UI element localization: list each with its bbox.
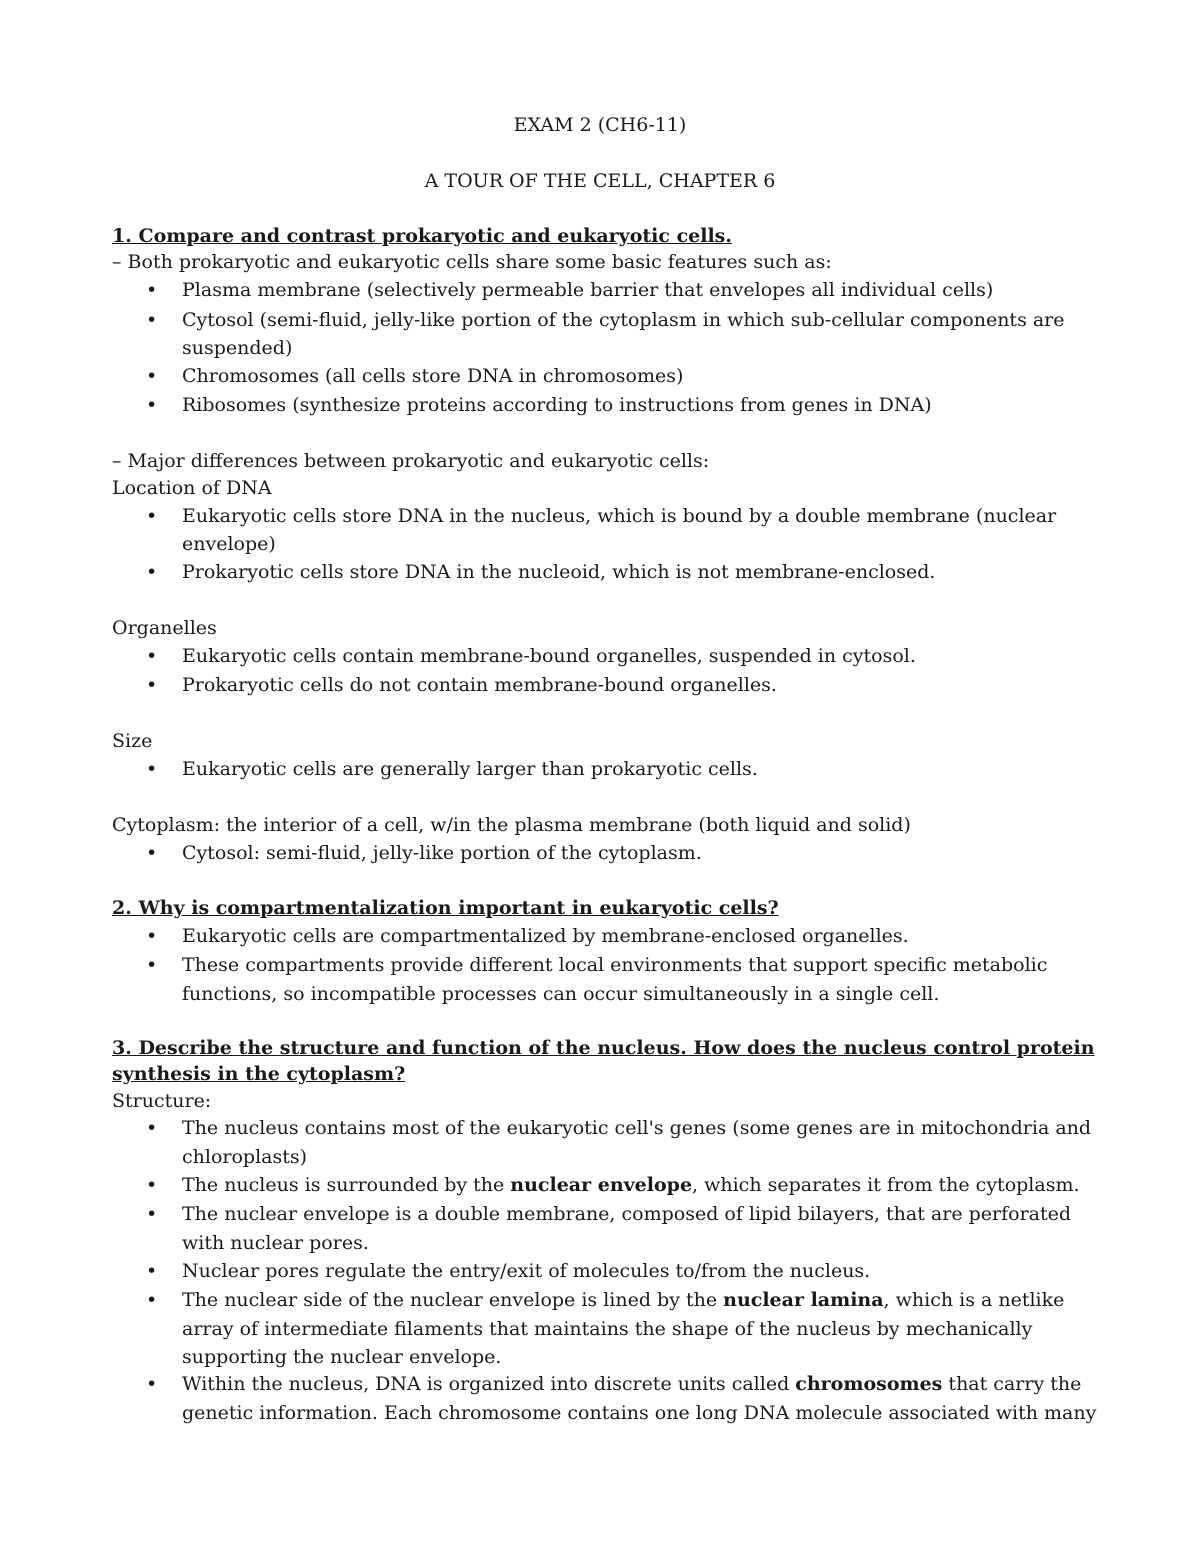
bullet: • [146,309,158,331]
list-item: Prokaryotic cells store DNA in the nucleoid, which is not membrane-enclosed. [182,561,936,583]
bullet: • [146,1260,158,1282]
bullet: • [146,1203,158,1225]
q3-heading-line-2: synthesis in the cytoplasm? [112,1063,406,1085]
list-item-continued: envelope) [182,533,276,555]
q2-heading: 2. Why is compartmentalization important in eukaryotic cells? [112,897,779,919]
bullet: • [146,954,158,976]
list-item: Ribosomes (synthesize proteins according to instructions from genes in DNA) [182,394,932,416]
list-item: Eukaryotic cells store DNA in the nucleus, which is bound by a double membrane (nuclear [182,505,1057,527]
bullet: • [146,394,158,416]
subheading-size: Size [112,730,153,752]
q1-intro: – Both prokaryotic and eukaryotic cells share some basic features such as: [112,251,832,273]
list-item-continued: chloroplasts) [182,1146,308,1168]
bullet: • [146,1373,158,1395]
subheading-location-of-dna: Location of DNA [112,477,272,499]
list-item: Eukaryotic cells contain membrane-bound organelles, suspended in cytosol. [182,645,916,667]
list-item-continued: genetic information. Each chromosome contains one long DNA molecule associated with many [182,1402,1097,1424]
bullet: • [146,1289,158,1311]
document-title: EXAM 2 (CH6-11) [513,114,687,136]
bullet: • [146,925,158,947]
bullet: • [146,1174,158,1196]
bullet: • [146,758,158,780]
item-text: that carry the [942,1373,1082,1395]
list-item: Eukaryotic cells are compartmentalized by membrane-enclosed organelles. [182,925,909,947]
bullet: • [146,1117,158,1139]
list-item-continued: with nuclear pores. [182,1232,369,1254]
subheading-cytoplasm: Cytoplasm: the interior of a cell, w/in the plasma membrane (both liquid and solid) [112,814,911,836]
term-nuclear-envelope: nuclear envelope [510,1174,693,1196]
item-text: , which separates it from the cytoplasm. [692,1174,1080,1196]
list-item-continued: array of intermediate filaments that maintains the shape of the nucleus by mechanically [182,1318,1033,1340]
list-item: Nuclear pores regulate the entry/exit of molecules to/from the nucleus. [182,1260,871,1282]
bullet: • [146,561,158,583]
item-text: , which is a netlike [883,1289,1065,1311]
list-item: These compartments provide different local environments that support specific metabolic [182,954,1048,976]
list-item: The nucleus contains most of the eukaryotic cell's genes (some genes are in mitochondria and [182,1117,1092,1139]
item-text: The nucleus is surrounded by the [182,1174,511,1196]
bullet: • [146,365,158,387]
bullet: • [146,279,158,301]
bullet: • [146,505,158,527]
term-nuclear-lamina: nuclear lamina [723,1289,884,1311]
list-item [182,1373,1081,1395]
list-item: The nuclear envelope is a double membrane, composed of lipid bilayers, that are perforated [182,1203,1072,1225]
item-text: Within the nucleus, DNA is organized into discrete units called [182,1373,796,1395]
q3-heading-line-1: 3. Describe the structure and function of the nucleus. How does the nucleus control protein [112,1037,1095,1059]
subheading-organelles: Organelles [112,617,217,639]
term-chromosomes: chromosomes [795,1373,943,1395]
subheading-structure: Structure: [112,1090,212,1112]
list-item: Chromosomes (all cells store DNA in chromosomes) [182,365,684,387]
list-item: Cytosol (semi-fluid, jelly-like portion of the cytoplasm in which sub-cellular components are [182,309,1065,331]
bullet: • [146,645,158,667]
item-text: The nuclear side of the nuclear envelope is lined by the [182,1289,724,1311]
list-item: Prokaryotic cells do not contain membrane-bound organelles. [182,674,777,696]
q1-differences-intro: – Major differences between prokaryotic and eukaryotic cells: [112,450,710,472]
list-item-continued: suspended) [182,337,293,359]
list-item [182,1289,1064,1311]
list-item: Plasma membrane (selectively permeable barrier that envelopes all individual cells) [182,279,994,301]
list-item: Cytosol: semi-fluid, jelly-like portion of the cytoplasm. [182,842,702,864]
list-item-continued: functions, so incompatible processes can occur simultaneously in a single cell. [182,983,940,1005]
list-item-continued: supporting the nuclear envelope. [182,1346,502,1368]
q1-heading: 1. Compare and contrast prokaryotic and eukaryotic cells. [112,225,732,247]
chapter-title: A TOUR OF THE CELL, CHAPTER 6 [424,170,776,192]
bullet: • [146,842,158,864]
list-item: Eukaryotic cells are generally larger than prokaryotic cells. [182,758,758,780]
list-item [182,1174,1080,1196]
bullet: • [146,674,158,696]
